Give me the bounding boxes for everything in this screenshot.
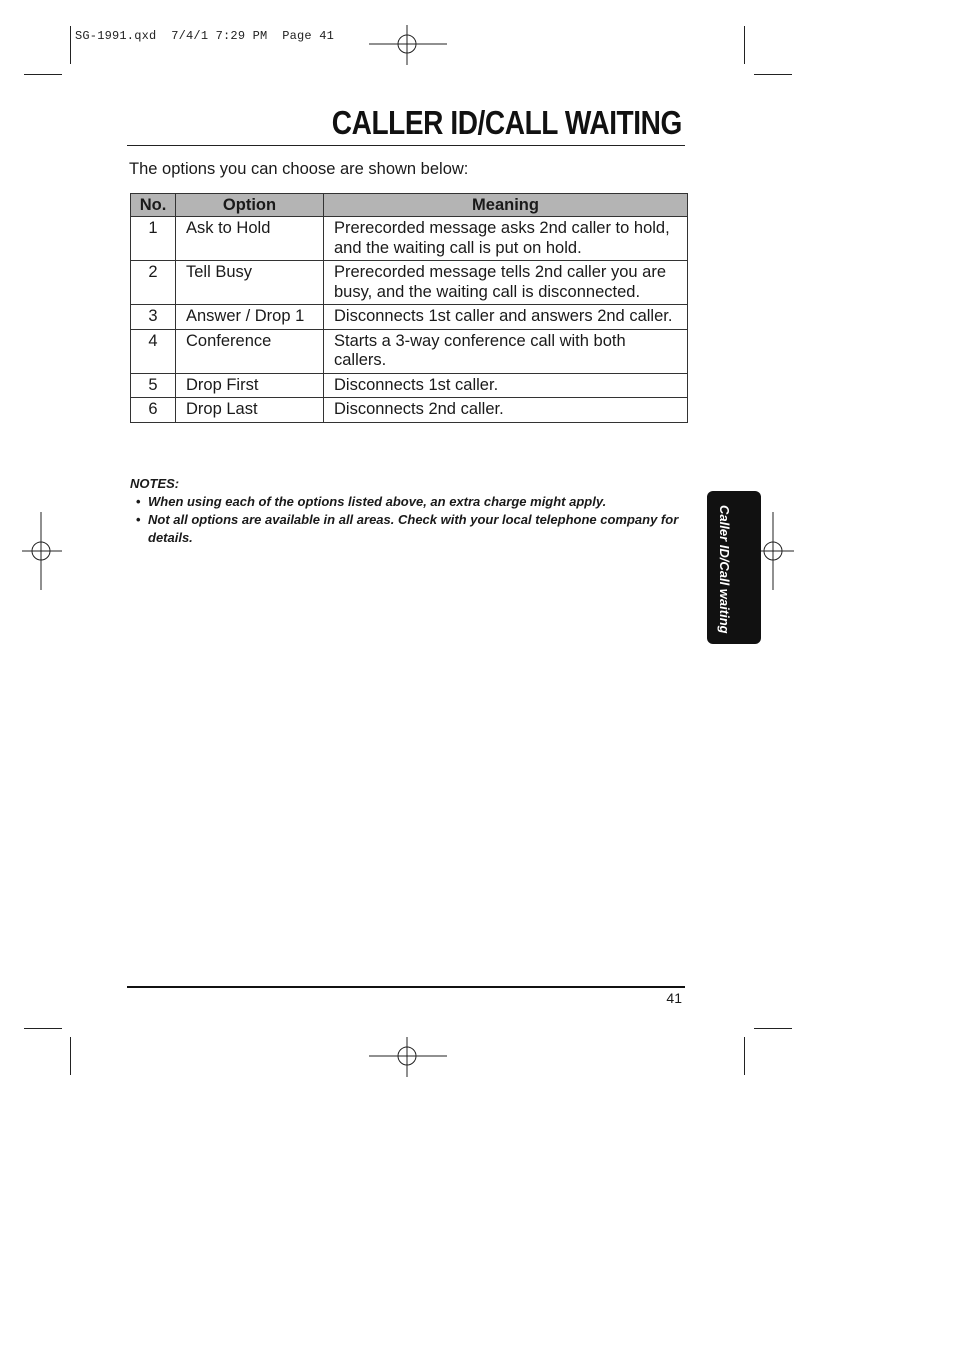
row-meaning: Disconnects 1st caller and answers 2nd caller. xyxy=(324,305,688,330)
crop-mark xyxy=(754,1028,792,1029)
registration-mark-icon xyxy=(22,512,62,590)
note-item: • Not all options are available in all areas. Check with your local telephone company for details. xyxy=(130,511,688,547)
row-number: 1 xyxy=(131,217,176,261)
row-number: 5 xyxy=(131,373,176,398)
row-meaning: Starts a 3-way conference call with both callers. xyxy=(324,329,688,373)
row-number: 6 xyxy=(131,398,176,423)
notes-section xyxy=(130,475,688,547)
row-meaning: Prerecorded message asks 2nd caller to hold, and the waiting call is put on hold. xyxy=(324,217,688,261)
row-meaning: Disconnects 2nd caller. xyxy=(324,398,688,423)
column-header-no: No. xyxy=(131,194,176,217)
footer-divider xyxy=(127,986,685,988)
row-option: Ask to Hold xyxy=(176,217,324,261)
registration-mark-icon xyxy=(369,25,447,65)
table-row xyxy=(131,398,688,423)
crop-mark xyxy=(70,26,71,64)
crop-mark xyxy=(754,74,792,75)
crop-mark xyxy=(24,74,62,75)
row-meaning: Prerecorded message tells 2nd caller you are busy, and the waiting call is disconnected. xyxy=(324,261,688,305)
row-option: Drop Last xyxy=(176,398,324,423)
section-tab-label: Caller ID/Call waiting xyxy=(717,505,732,634)
table-header-row xyxy=(131,194,688,217)
table-row xyxy=(131,373,688,398)
table-row xyxy=(131,261,688,305)
section-thumb-tab xyxy=(707,491,761,644)
row-number: 4 xyxy=(131,329,176,373)
row-option: Conference xyxy=(176,329,324,373)
crop-mark xyxy=(744,26,745,64)
crop-mark xyxy=(24,1028,62,1029)
row-option: Answer / Drop 1 xyxy=(176,305,324,330)
column-header-option: Option xyxy=(176,194,324,217)
crop-mark xyxy=(70,1037,71,1075)
file-slug: SG-1991.qxd 7/4/1 7:29 PM Page 41 xyxy=(75,29,335,43)
note-item: • When using each of the options listed above, an extra charge might apply. xyxy=(130,493,688,511)
row-option: Drop First xyxy=(176,373,324,398)
title-divider xyxy=(127,145,685,146)
row-meaning: Disconnects 1st caller. xyxy=(324,373,688,398)
row-option: Tell Busy xyxy=(176,261,324,305)
table-row xyxy=(131,217,688,261)
row-number: 2 xyxy=(131,261,176,305)
intro-text: The options you can choose are shown below: xyxy=(129,160,469,178)
row-number: 3 xyxy=(131,305,176,330)
crop-mark xyxy=(744,1037,745,1075)
notes-list xyxy=(130,493,688,547)
table-row xyxy=(131,305,688,330)
column-header-meaning: Meaning xyxy=(324,194,688,217)
page-number: 41 xyxy=(666,990,682,1006)
table-row xyxy=(131,329,688,373)
page-title: CALLER ID/CALL WAITING xyxy=(331,104,682,141)
options-table xyxy=(130,193,688,423)
registration-mark-icon xyxy=(369,1037,447,1077)
notes-heading: NOTES: xyxy=(130,476,180,491)
